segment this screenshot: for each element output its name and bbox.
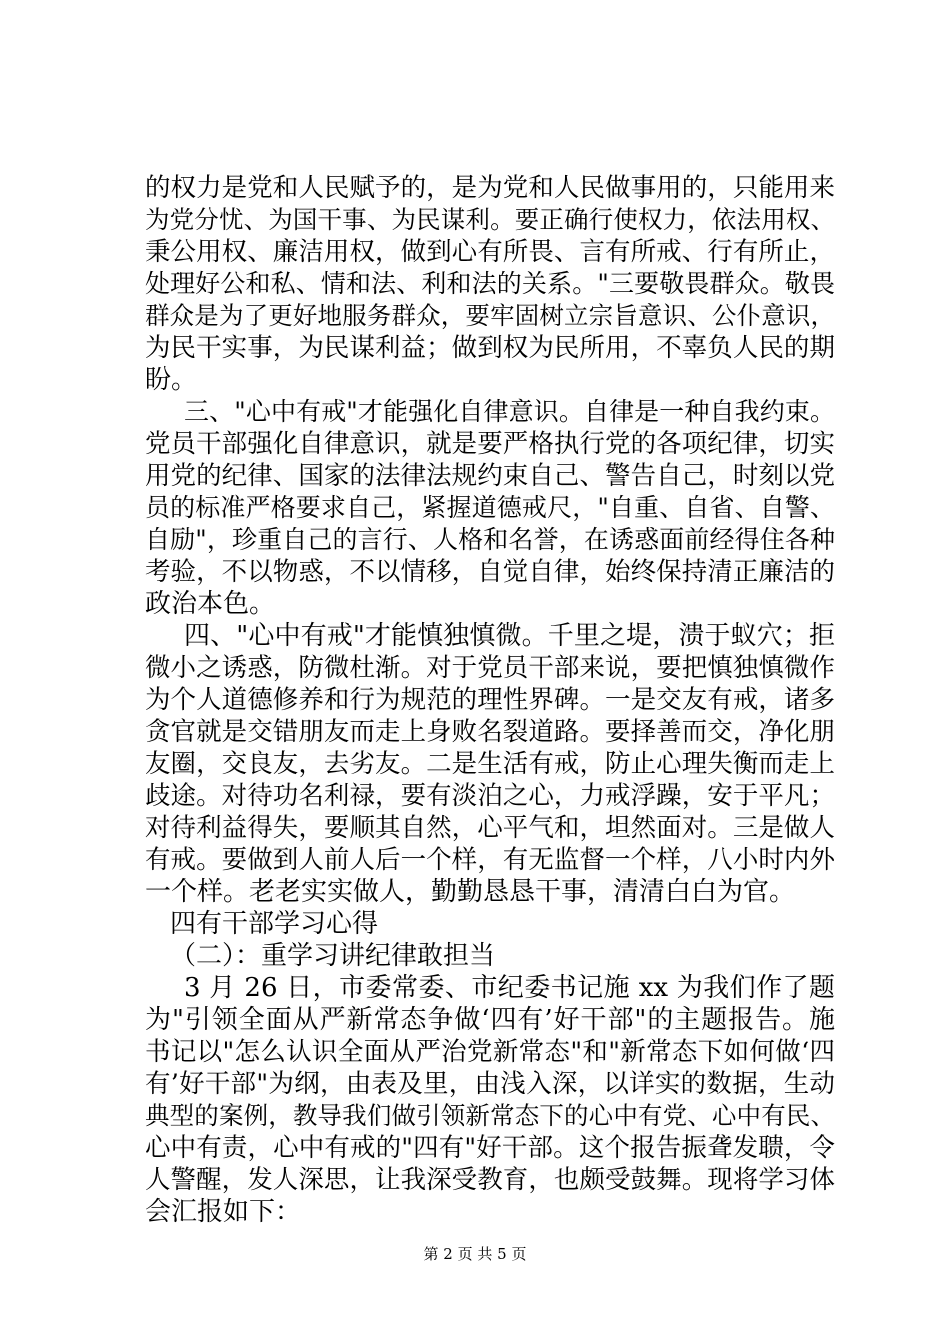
text-line: 政治本色。 bbox=[145, 589, 276, 619]
text-line: 自励"，珍重自己的言行、人格和名誉，在诱惑面前经得住各种 bbox=[145, 525, 835, 554]
text-line: 友圈，交良友，去劣友。二是生活有戒，防止心理失衡而走上 bbox=[145, 749, 835, 779]
text-line: 群众是为了更好地服务群众，要牢固树立宗旨意识、公仆意识， bbox=[145, 301, 835, 330]
text-line: 微小之诱惑，防微杜渐。对于党员干部来说，要把慎独慎微作 bbox=[145, 653, 835, 683]
text-line: 为民干实事，为民谋利益；做到权为民所用，不辜负人民的期 bbox=[145, 333, 835, 363]
document-body bbox=[145, 172, 835, 1228]
page-number-footer: 第 2 页 共 5 页 bbox=[423, 1245, 527, 1263]
text-line: 用党的纪律、国家的法律法规约束自己、警告自己，时刻以党 bbox=[145, 461, 835, 491]
text-line: 处理好公和私、情和法、利和法的关系。"三要敬畏群众。敬畏 bbox=[145, 269, 835, 298]
text-line: 为党分忧、为国干事、为民谋利。要正确行使权力，依法用权、 bbox=[145, 205, 835, 234]
text-line: 人警醒，发人深思，让我深受教育，也颇受鼓舞。现将学习体 bbox=[145, 1165, 835, 1195]
text-line: 为"引领全面从严新常态争做‘四有’好干部"的主题报告。施 bbox=[145, 1005, 835, 1035]
text-line: 书记以"怎么认识全面从严治党新常态"和"新常态下如何做‘四 bbox=[145, 1037, 835, 1067]
document-title: 四有干部学习心得 bbox=[170, 909, 379, 939]
text-line: 有’好干部"为纲，由表及里，由浅入深，以详实的数据，生动 bbox=[145, 1069, 835, 1099]
text-line: 心中有责，心中有戒的"四有"好干部。这个报告振聋发聩，令 bbox=[145, 1133, 835, 1163]
text-line: 会汇报如下： bbox=[145, 1197, 302, 1227]
text-line: 有戒。要做到人前人后一个样，有无监督一个样，八小时内外 bbox=[145, 845, 835, 875]
text-line: 一个样。老老实实做人，勤勤恳恳干事，清清白白为官。 bbox=[145, 877, 796, 907]
text-line: 党员干部强化自律意识，就是要严格执行党的各项纪律，切实 bbox=[145, 429, 835, 459]
section-heading-line: 四、"心中有戒"才能慎独慎微。千里之堤，溃于蚁穴；拒 bbox=[184, 621, 835, 651]
text-line: 盼。 bbox=[145, 365, 198, 395]
paragraph-start-line: 3 月 26 日，市委常委、市纪委书记施 xx 为我们作了题 bbox=[184, 973, 835, 1003]
text-line: 秉公用权、廉洁用权，做到心有所畏、言有所戒、行有所止， bbox=[145, 237, 835, 267]
text-line: 典型的案例，教导我们做引领新常态下的心中有党、心中有民、 bbox=[145, 1101, 835, 1130]
section-heading-line: 三、"心中有戒"才能强化自律意识。自律是一种自我约束。 bbox=[184, 397, 835, 426]
text-line: 的权力是党和人民赋予的，是为党和人民做事用的，只能用来 bbox=[145, 173, 835, 203]
text-line: 员的标准严格要求自己，紧握道德戒尺，"自重、自省、自警、 bbox=[145, 493, 835, 522]
document-subtitle: （二）：重学习讲纪律敢担当 bbox=[170, 941, 496, 971]
text-line: 歧途。对待功名利禄，要有淡泊之心，力戒浮躁，安于平凡； bbox=[145, 781, 835, 811]
text-line: 贪官就是交错朋友而走上身败名裂道路。要择善而交，净化朋 bbox=[145, 717, 835, 747]
text-line: 对待利益得失，要顺其自然，心平气和，坦然面对。三是做人 bbox=[145, 813, 835, 843]
text-line: 为个人道德修养和行为规范的理性界碑。一是交友有戒，诸多 bbox=[145, 685, 835, 715]
text-line: 考验，不以物惑，不以情移，自觉自律，始终保持清正廉洁的 bbox=[145, 557, 835, 587]
